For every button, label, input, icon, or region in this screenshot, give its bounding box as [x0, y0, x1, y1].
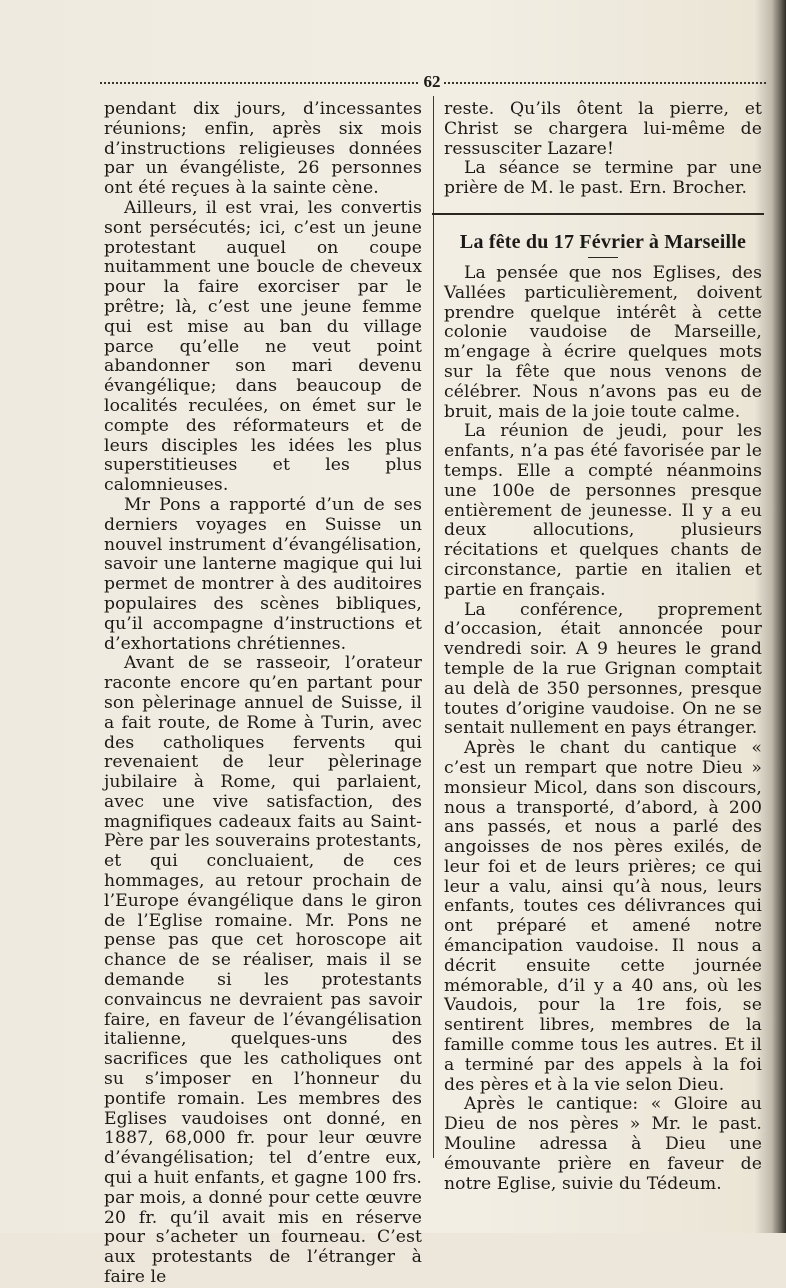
- header-rule-left: [100, 82, 418, 84]
- right-column: [444, 100, 762, 1194]
- section-paragraph-5: Après le cantique: « Gloire au Dieu de nos pères » Mr. le past. Mouline adressa à Dieu une émouvante prière en faveur de notre Eglise, suivie du Tédeum.: [444, 1094, 762, 1194]
- left-paragraph-4: Avant de se rasseoir, l’orateur raconte encore qu’en partant pour son pèlerinage annuel de Suisse, il a fait route, de Rome à Turin, avec des catholiques fervents qui revenaient de leur pèlerinage jubilaire à Rome, qui parlaient, avec une vive satisfaction, des magnifiques cadeaux faits au Saint-Père par les souverains protestants, et qui concluaient, de ces hommages, au retour prochain de l’Europe évangélique dans le giron de l’Eglise romaine. Mr. Pons ne pense pas que cet horoscope ait chance de se réaliser, mais il se demande si les protestants convaincus ne devraient pas savoir faire, en faveur de l’évangélisation italienne, quelques-uns des sacrifices que les catholiques ont su s’imposer en l’honneur du pontife romain. Les membres des Eglises vaudoises ont donné, en 1887, 68,000 fr. pour leur œuvre d’évangélisation; tel d’entre eux, qui a huit enfants, et gagne 100 frs. par mois, a donné pour cette œuvre 20 fr. qu’il avait mis en réserve pour s’acheter un fourneau. C’est aux protestants de l’étranger à faire le: [104, 653, 422, 1288]
- right-intro-paragraph-2: La séance se termine par une prière de M. le past. Ern. Brocher.: [444, 158, 762, 199]
- column-divider: [433, 96, 434, 1158]
- page-number: 62: [423, 72, 441, 91]
- section-separator: [432, 213, 764, 215]
- left-paragraph-3: Mr Pons a rapporté d’un de ses derniers voyages en Suisse un nouvel instrument d’évangélisation, savoir une lanterne magique qui lui permet de montrer à des auditoires populaires des scènes bibliques, qu’il accompagne d’instructions et d’exhortations chrétiennes.: [104, 494, 422, 654]
- left-paragraph-1: pendant dix jours, d’incessantes réunions; enfin, après six mois d’instructions religieuses données par un évangéliste, 26 personnes ont été reçues à la sainte cène.: [104, 99, 422, 199]
- page-header: [100, 72, 766, 92]
- section-paragraph-4: Après le chant du cantique « c’est un rempart que notre Dieu » monsieur Micol, dans son discours, nous a transporté, d’abord, à 200 ans passés, et nous a parlé des angoisses de nos pères exilés, de leur foi et de leurs prières; ce qui leur a valu, ainsi qu’à nous, leurs enfants, toutes ces délivrances qui ont préparé et amené notre émancipation vaudoise. Il nous a décrit ensuite cette journée mémorable, d’il y a 40 ans, où les Vaudois, pour la 1re fois, se sentirent libres, membres de la famille comme tous les autres. Et il a terminé par des appels à la foi des pères et à la vie selon Dieu.: [444, 738, 762, 1095]
- title-dash: [588, 257, 618, 258]
- page-edge-shadow: [772, 0, 786, 1233]
- section-paragraph-2: La réunion de jeudi, pour les enfants, n’a pas été favorisée par le temps. Elle a compté néanmoins une 100e de personnes presque entièrement de jeunesse. Il y a eu deux allocutions, plusieurs récitations et quelques chants de circonstance, partie en italien et partie en français.: [444, 421, 762, 600]
- header-rule-right: [444, 82, 766, 84]
- section-paragraph-3: La conférence, proprement d’occasion, était annoncée pour vendredi soir. A 9 heures le grand temple de la rue Grignan comptait au delà de 350 personnes, presque toutes d’origine vaudoise. On ne se sentait nullement en pays étranger.: [444, 599, 762, 739]
- left-column: [104, 100, 422, 1288]
- left-paragraph-2: Ailleurs, il est vrai, les convertis sont persécutés; ici, c’est un jeune protestant auquel on coupe nuitamment une boucle de cheveux pour la faire exorciser par le prêtre; là, c’est une jeune femme qui est mise au ban du village parce qu’elle ne veut point abandonner son mari devenu évangélique; dans beaucoup de localités reculées, on émet sur le compte des réformateurs et de leurs disciples les idées les plus superstitieuses et les plus calomnieuses.: [104, 197, 422, 496]
- section-paragraph-1: La pensée que nos Eglises, des Vallées particulièrement, doivent prendre quelque intérêt à cette colonie vaudoise de Marseille, m’engage à écrire quelques mots sur la fête que nous venons de célébrer. Nous n’avons pas eu de bruit, mais de la joie toute calme.: [444, 262, 762, 422]
- section-title: La fête du 17 Février à Marseille: [459, 230, 747, 253]
- right-intro-paragraph-1: reste. Qu’ils ôtent la pierre, et Christ se chargera lui-même de ressusciter Lazare!: [444, 99, 762, 159]
